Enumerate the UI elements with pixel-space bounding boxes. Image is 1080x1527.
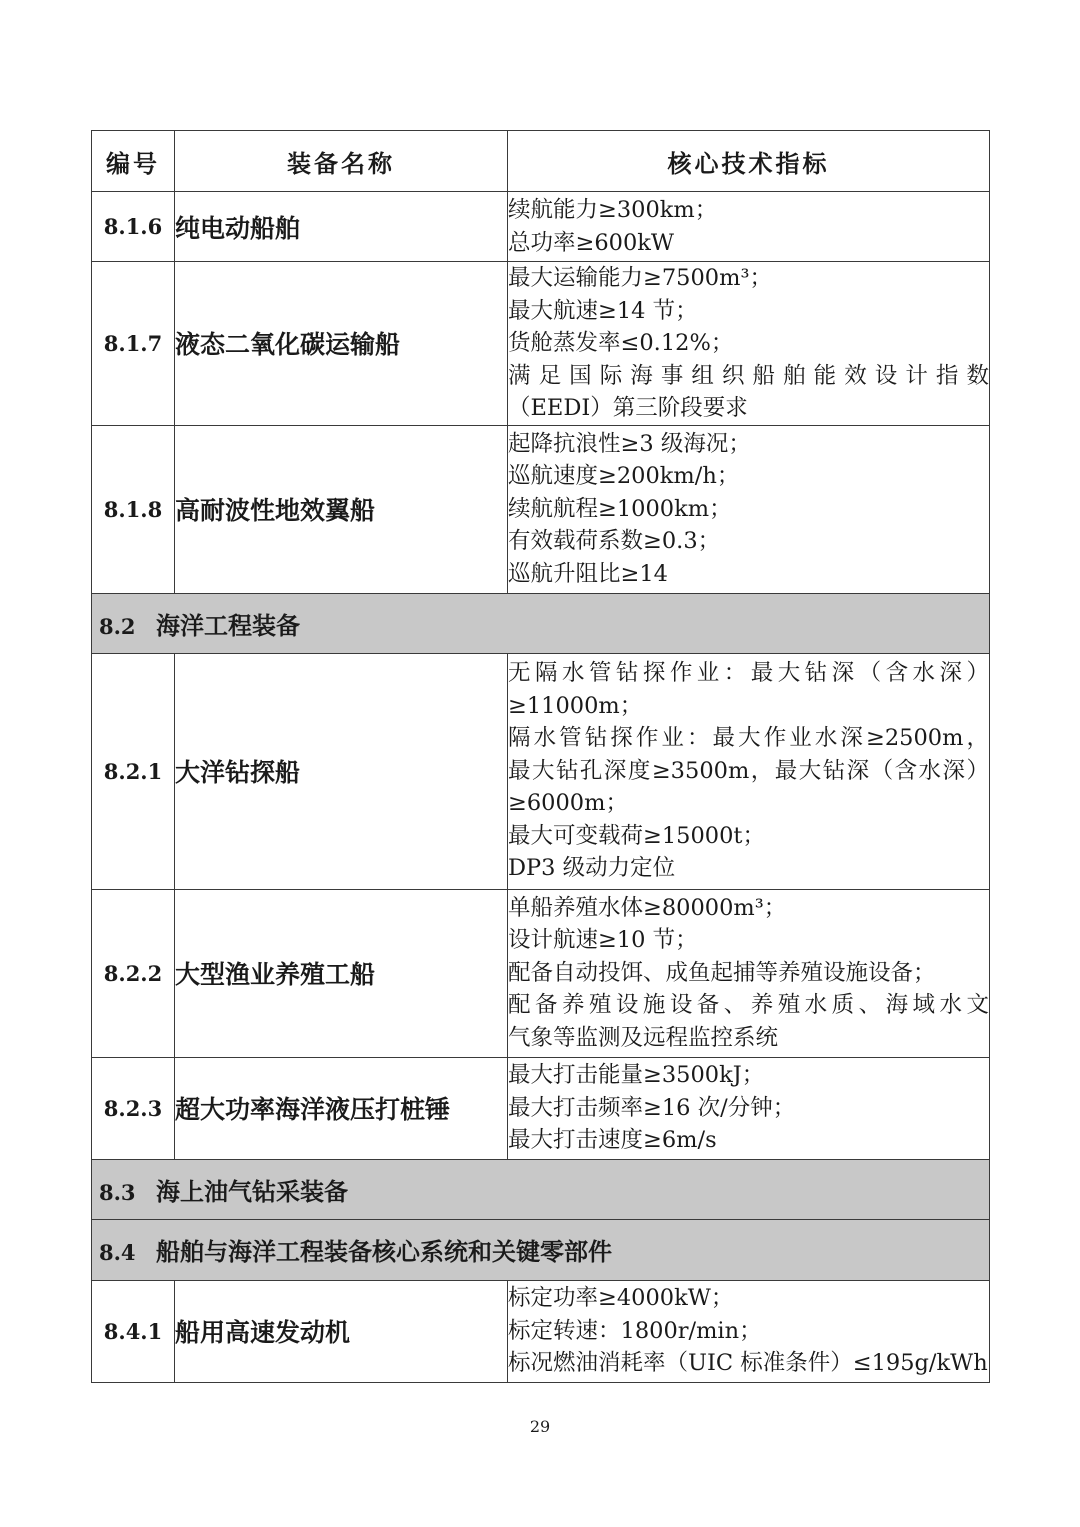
table-row bbox=[92, 889, 990, 1057]
table-row bbox=[92, 653, 990, 889]
core-spec-cell bbox=[508, 425, 990, 593]
header-id: 编号 bbox=[92, 131, 175, 192]
equipment-name: 大型渔业养殖工船 bbox=[175, 889, 508, 1057]
equipment-name: 液态二氧化碳运输船 bbox=[175, 262, 508, 426]
equipment-name: 大洋钻探船 bbox=[175, 653, 508, 889]
spec-line: 气象等监测及远程监控系统 bbox=[508, 1024, 779, 1051]
section-title: 海洋工程装备 bbox=[156, 610, 300, 640]
spec-line: 最大运输能力≥7500m³； bbox=[508, 265, 772, 291]
spec-line: 满足国际海事组织船舶能效设计指数 bbox=[508, 362, 989, 389]
section-row bbox=[92, 1159, 990, 1219]
table-row bbox=[92, 1057, 990, 1159]
spec-line: 最大航速≥14 节； bbox=[508, 297, 698, 324]
equipment-name: 高耐波性地效翼船 bbox=[175, 425, 508, 593]
spec-line: 巡航升阻比≥14 bbox=[508, 560, 668, 587]
spec-line: 配备自动投饵、成鱼起捕等养殖设施设备； bbox=[508, 959, 936, 986]
spec-line: 起降抗浪性≥3 级海况； bbox=[508, 430, 751, 457]
spec-line: ≥11000m； bbox=[508, 692, 643, 719]
table-header-row bbox=[92, 131, 990, 192]
section-row bbox=[92, 1219, 990, 1280]
spec-line: 最大钻孔深度≥3500m，最大钻深（含水深） bbox=[508, 757, 989, 784]
spec-line: 续航能力≥300km； bbox=[508, 197, 718, 223]
equipment-name: 船用高速发动机 bbox=[175, 1280, 508, 1382]
section-title: 海上油气钻采装备 bbox=[156, 1176, 348, 1206]
spec-line: 设计航速≥10 节； bbox=[508, 927, 698, 954]
table-row bbox=[92, 1280, 990, 1382]
header-spec: 核心技术指标 bbox=[508, 131, 990, 192]
core-spec-cell bbox=[508, 1280, 990, 1382]
core-spec-cell bbox=[508, 192, 990, 262]
spec-line: DP3 级动力定位 bbox=[508, 855, 676, 882]
core-spec-cell bbox=[508, 889, 990, 1057]
equipment-id: 8.1.8 bbox=[92, 425, 175, 593]
core-spec-cell bbox=[508, 1057, 990, 1159]
equipment-id: 8.2.2 bbox=[92, 889, 175, 1057]
table-row bbox=[92, 425, 990, 593]
spec-line: 巡航速度≥200km/h； bbox=[508, 463, 740, 490]
equipment-id: 8.1.6 bbox=[92, 192, 175, 262]
spec-line: 有效载荷系数≥0.3； bbox=[508, 528, 721, 555]
section-cell bbox=[92, 1219, 990, 1280]
spec-line: 标定功率≥4000kW； bbox=[508, 1285, 734, 1312]
spec-line: ≥6000m； bbox=[508, 790, 628, 817]
core-spec-cell bbox=[508, 262, 990, 426]
spec-line: 标定转速：1800r/min； bbox=[508, 1317, 762, 1344]
spec-line: 标况燃油消耗率（UIC 标准条件）≤195g/kWh bbox=[508, 1350, 988, 1377]
spec-line: 最大打击速度≥6m/s bbox=[508, 1127, 717, 1154]
equipment-id: 8.1.7 bbox=[92, 262, 175, 426]
equipment-id: 8.2.1 bbox=[92, 653, 175, 889]
spec-line: 隔水管钻探作业：最大作业水深≥2500m， bbox=[508, 725, 989, 752]
core-spec-cell bbox=[508, 653, 990, 889]
page-number: 29 bbox=[529, 1417, 551, 1436]
spec-line: 最大打击能量≥3500kJ； bbox=[508, 1062, 765, 1089]
spec-line: 无隔水管钻探作业：最大钻深（含水深） bbox=[508, 660, 989, 687]
header-name: 装备名称 bbox=[175, 131, 508, 192]
equipment-spec-table bbox=[91, 130, 990, 1383]
spec-line: 配备养殖设施设备、养殖水质、海域水文 bbox=[508, 992, 989, 1019]
section-title: 船舶与海洋工程装备核心系统和关键零部件 bbox=[156, 1237, 612, 1266]
equipment-id: 8.4.1 bbox=[92, 1280, 175, 1382]
spec-line: 最大打击频率≥16 次/分钟； bbox=[508, 1094, 796, 1121]
equipment-name: 纯电动船舶 bbox=[175, 192, 508, 262]
section-row bbox=[92, 593, 990, 653]
table-row bbox=[92, 262, 990, 426]
spec-line: 单船养殖水体≥80000m³； bbox=[508, 894, 787, 921]
section-number: 8.4 bbox=[99, 1240, 136, 1265]
equipment-id: 8.2.3 bbox=[92, 1057, 175, 1159]
table-row bbox=[92, 192, 990, 262]
section-number: 8.2 bbox=[99, 613, 136, 639]
equipment-name: 超大功率海洋液压打桩锤 bbox=[175, 1057, 508, 1159]
section-cell bbox=[92, 593, 990, 653]
spec-line: 最大可变载荷≥15000t； bbox=[508, 822, 765, 849]
spec-line: 总功率≥600kW bbox=[508, 229, 675, 256]
section-number: 8.3 bbox=[99, 1179, 136, 1205]
spec-line: （EEDI）第三阶段要求 bbox=[508, 395, 748, 421]
section-cell bbox=[92, 1159, 990, 1219]
spec-line: 货舱蒸发率≤0.12%； bbox=[508, 330, 734, 356]
spec-line: 续航航程≥1000km； bbox=[508, 495, 732, 522]
